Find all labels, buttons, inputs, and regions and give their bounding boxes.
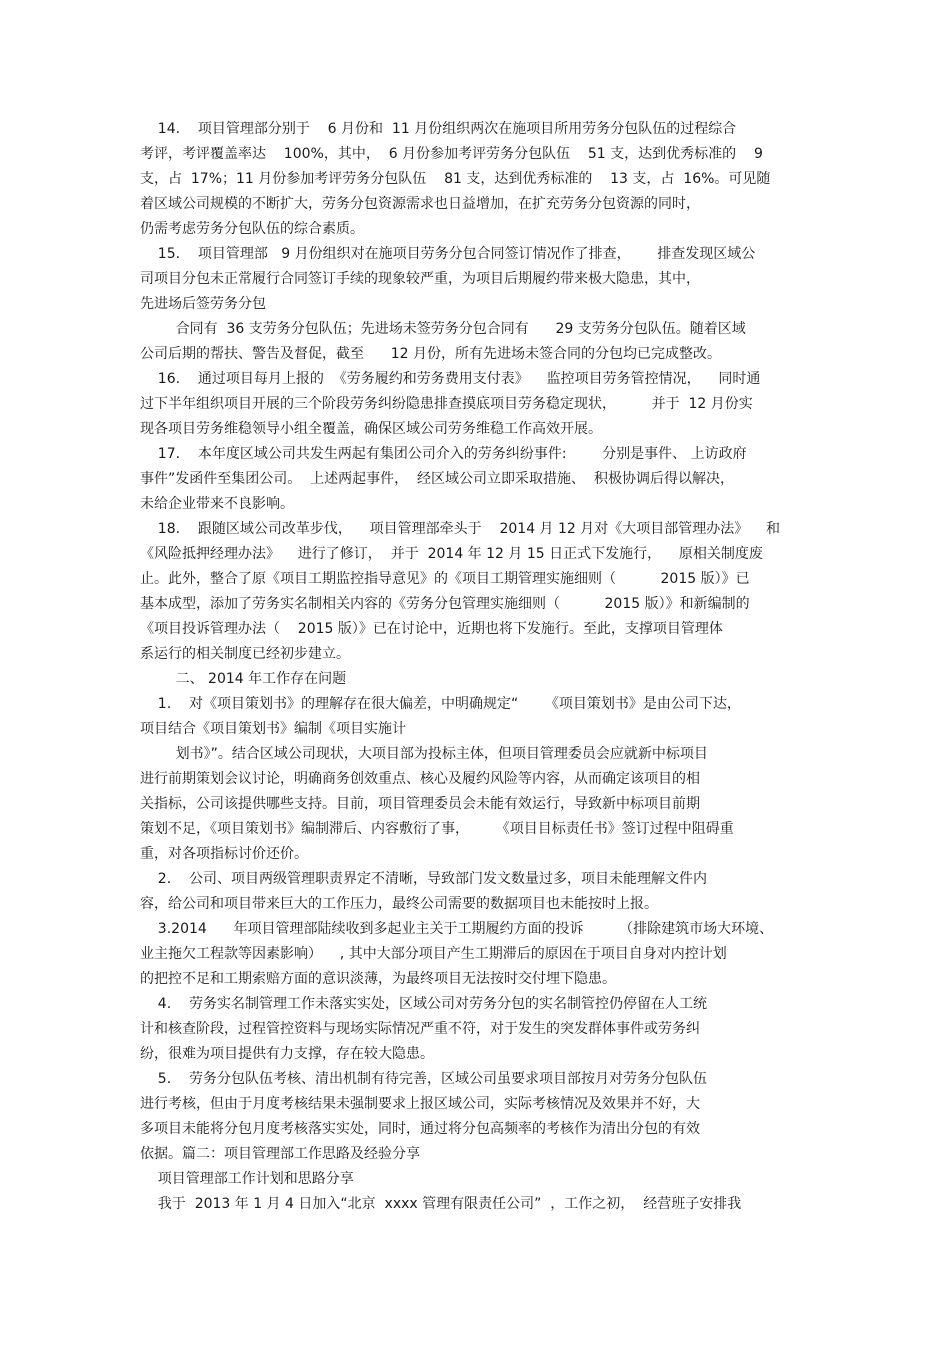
text-line: 项目结合《项目策划书》编制《项目实施计 bbox=[140, 721, 406, 737]
text-line: 系运行的相关制度已经初步建立。 bbox=[140, 646, 350, 662]
text-line: 4. 劳务实名制管理工作未落实实处，区域公司对劳务分包的实名制管控仍停留在人工统 bbox=[140, 996, 707, 1012]
text-line: 进行前期策划会议讨论，明确商务创效重点、核心及履约风险等内容，从而确定该项目的相 bbox=[140, 771, 700, 787]
text-line: 的把控不足和工期索赔方面的意识淡薄，为最终项目无法按时交付埋下隐患。 bbox=[140, 971, 616, 987]
text-line: 现各项目劳务维稳领导小组全覆盖，确保区域公司劳务维稳工作高效开展。 bbox=[140, 421, 602, 437]
text-line: 支，占 17%；11 月份参加考评劳务分包队伍 81 支，达到优秀标准的 13 支，占 16%。可见随 bbox=[140, 171, 771, 187]
text-line: 划书》”。结合区域公司现状，大项目部为投标主体，但项目管理委员会应就新中标项目 bbox=[140, 746, 708, 762]
text-line: 进行考核，但由于月度考核结果未强制要求上报区域公司，实际考核情况及效果并不好，大 bbox=[140, 1096, 700, 1112]
text-line: 《风险抵押经理办法》 进行了修订， 并于 2014 年 12 月 15 日正式下发施行， 原相关制度废 bbox=[140, 546, 763, 562]
text-line: 容，给公司和项目带来巨大的工作压力，最终公司需要的数据项目也未能按时上报。 bbox=[140, 896, 658, 912]
text-line: 业主拖欠工程款等因素影响） , 其中大部分项目产生工期滞后的原因在于项目自身对内控计划 bbox=[140, 946, 727, 962]
text-line: 多项目未能将分包月度考核落实实处，同时，通过将分包高频率的考核作为清出分包的有效 bbox=[140, 1121, 700, 1137]
text-line: 过下半年组织项目开展的三个阶段劳务纠纷隐患排查摸底项目劳务稳定现状， 并于 12 月份实 bbox=[140, 396, 753, 412]
text-line: 项目管理部工作计划和思路分享 bbox=[140, 1171, 354, 1187]
text-line: 仍需考虑劳务分包队伍的综合素质。 bbox=[140, 221, 364, 237]
text-line: 合同有 36 支劳务分包队伍；先进场未签劳务分包合同有 29 支劳务分包队伍。随着区域 bbox=[140, 321, 746, 337]
text-line: 止。此外，整合了原《项目工期监控指导意见》的《项目工期管理实施细则（ 2015 版）》已 bbox=[140, 571, 750, 587]
text-line: 关指标，公司该提供哪些支持。目前，项目管理委员会未能有效运行，导致新中标项目前期 bbox=[140, 796, 700, 812]
text-line: 着区域公司规模的不断扩大，劳务分包资源需求也日益增加，在扩充劳务分包资源的同时， bbox=[140, 196, 700, 212]
text-line: 15. 项目管理部 9 月份组织对在施项目劳务分包合同签订情况作了排查， 排查发现区域公 bbox=[140, 246, 756, 262]
text-line: 16. 通过项目每月上报的 《劳务履约和劳务费用支付表》 监控项目劳务管控情况， 同时通 bbox=[140, 371, 761, 387]
text-line: 策划不足，《项目策划书》编制滞后、内容敷衍了事， 《项目目标责任书》签订过程中阻碍重 bbox=[140, 821, 734, 837]
section-heading: 二、 2014 年工作存在问题 bbox=[140, 671, 347, 687]
text-line: 重，对各项指标讨价还价。 bbox=[140, 846, 308, 862]
text-line: 3.2014 年项目管理部陆续收到多起业主关于工期履约方面的投诉 （排除建筑市场大环境、 bbox=[140, 921, 774, 937]
text-line: 5. 劳务分包队伍考核、清出机制有待完善，区域公司虽要求项目部按月对劳务分包队伍 bbox=[140, 1071, 707, 1087]
text-line: 1. 对《项目策划书》的理解存在很大偏差，中明确规定“ 《项目策划书》是由公司下达， bbox=[140, 696, 741, 712]
text-line: 计和核查阶段，过程管控资料与现场实际情况严重不符，对于发生的突发群体事件或劳务纠 bbox=[140, 1021, 700, 1037]
text-line: 《项目投诉管理办法（ 2015 版）》已在讨论中，近期也将下发施行。至此，支撑项目管理体 bbox=[140, 621, 723, 637]
text-line: 公司后期的帮扶、警告及督促，截至 12 月份，所有先进场未签合同的分包均已完成整改。 bbox=[140, 346, 721, 362]
text-line: 依据。篇二：项目管理部工作思路及经验分享 bbox=[140, 1146, 420, 1162]
text-line: 基本成型，添加了劳务实名制相关内容的《劳务分包管理实施细则（ 2015 版）》和新编制的 bbox=[140, 596, 750, 612]
text-line: 未给企业带来不良影响。 bbox=[140, 496, 294, 512]
text-line: 18. 跟随区域公司改革步伐， 项目管理部牵头于 2014 月 12 月对《大项目部管理办法》 和 bbox=[140, 521, 781, 537]
text-line: 考评，考评覆盖率达 100%，其中， 6 月份参加考评劳务分包队伍 51 支，达到优秀标准的 9 bbox=[140, 146, 763, 162]
text-line: 纷，很难为项目提供有力支撑，存在较大隐患。 bbox=[140, 1046, 434, 1062]
text-line: 我于 2013 年 1 月 4 日加入“北京 xxxx 管理有限责任公司” ，工作之初， 经营班子安排我 bbox=[140, 1196, 742, 1212]
text-line: 17. 本年度区域公司共发生两起有集团公司介入的劳务纠纷事件: 分别是事件、 上访政府 bbox=[140, 446, 747, 462]
text-line: 14. 项目管理部分别于 6 月份和 11 月份组织两次在施项目所用劳务分包队伍的过程综合 bbox=[140, 121, 737, 137]
text-line: 先进场后签劳务分包 bbox=[140, 296, 266, 312]
text-line: 2. 公司、项目两级管理职责界定不清晰，导致部门发文数量过多，项目未能理解文件内 bbox=[140, 871, 707, 887]
text-line: 司项目分包未正常履行合同签订手续的现象较严重，为项目后期履约带来极大隐患，其中， bbox=[140, 271, 700, 287]
text-line: 事件”发函件至集团公司。 上述两起事件， 经区域公司立即采取措施、 积极协调后得以解决， bbox=[140, 471, 734, 487]
